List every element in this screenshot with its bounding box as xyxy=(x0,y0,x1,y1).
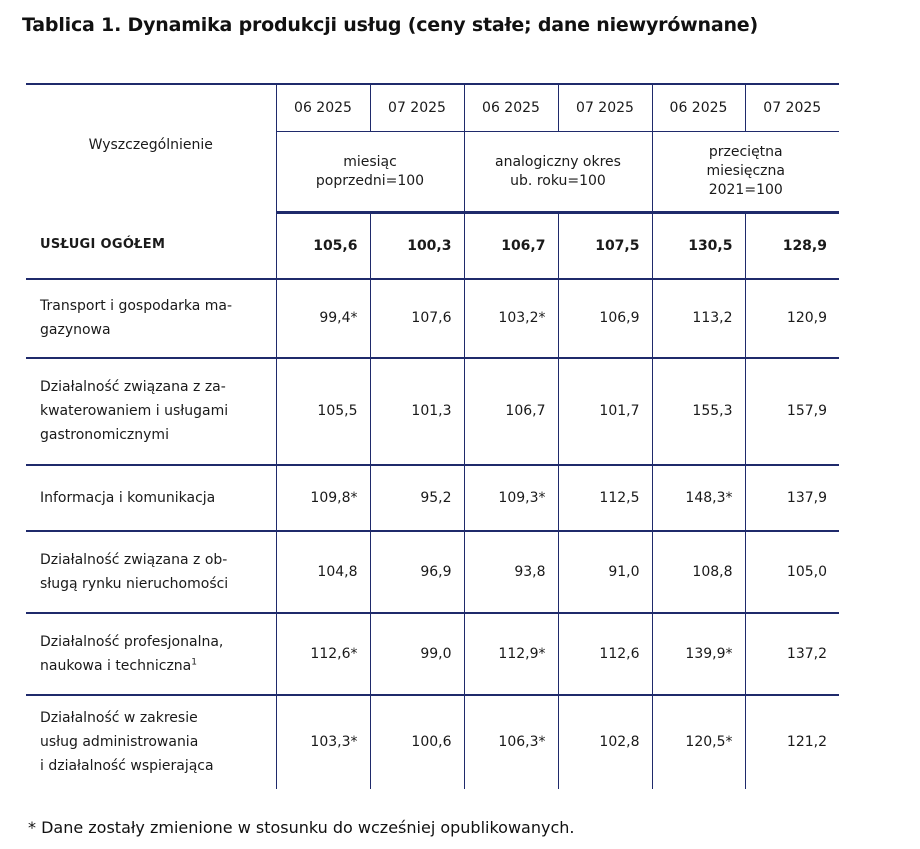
value-cell: 112,6 xyxy=(558,613,652,695)
row-label-line: Działalność w zakresie xyxy=(40,710,198,726)
row-label xyxy=(26,613,276,695)
row-label-line: Transport i gospodarka ma- xyxy=(40,298,233,314)
row-label xyxy=(26,465,276,531)
value-cell: 128,9 xyxy=(745,213,839,279)
base-header-line: miesięczna xyxy=(706,163,785,179)
value-cell: 139,9* xyxy=(652,613,745,695)
value-cell: 103,3* xyxy=(276,695,370,789)
value-cell: 148,3* xyxy=(652,465,745,531)
value-cell: 95,2 xyxy=(370,465,464,531)
row-label-line: Działalność związana z za- xyxy=(40,379,226,395)
row-label-line: gazynowa xyxy=(40,322,111,338)
value-cell: 137,9 xyxy=(745,465,839,531)
value-cell: 107,5 xyxy=(558,213,652,279)
base-header-line: 2021=100 xyxy=(708,182,783,198)
row-label-line: Działalność związana z ob- xyxy=(40,551,228,568)
table-row xyxy=(26,213,839,279)
value-cell: 157,9 xyxy=(745,358,839,465)
table-row xyxy=(26,279,839,358)
value-cell: 93,8 xyxy=(464,531,558,613)
base-header-line: przeciętna xyxy=(708,144,783,160)
value-cell: 104,8 xyxy=(276,531,370,613)
table-row xyxy=(26,613,839,695)
base-header-line: miesiąc xyxy=(343,153,397,170)
value-cell: 109,3* xyxy=(464,465,558,531)
row-label-line: kwaterowaniem i usługami xyxy=(40,403,229,419)
base-header-line: poprzedni=100 xyxy=(315,172,425,189)
value-cell: 109,8* xyxy=(276,465,370,531)
value-cell: 106,7 xyxy=(464,358,558,465)
row-label-line: gastronomicznymi xyxy=(40,427,169,443)
period-header: 06 2025 xyxy=(652,84,745,132)
table-body xyxy=(26,213,839,789)
row-label-line: usług administrowania xyxy=(40,734,199,750)
value-cell: 96,9 xyxy=(370,531,464,613)
value-cell: 113,2 xyxy=(652,279,745,358)
value-cell: 112,6* xyxy=(276,613,370,695)
value-cell: 155,3 xyxy=(652,358,745,465)
value-cell: 112,9* xyxy=(464,613,558,695)
value-cell: 91,0 xyxy=(558,531,652,613)
table-row xyxy=(26,531,839,613)
period-header: 07 2025 xyxy=(745,84,839,132)
row-label-line: naukowa i techniczna xyxy=(40,657,192,674)
row-label-line: USŁUGI OGÓŁEM xyxy=(40,237,166,252)
value-cell: 108,8 xyxy=(652,531,745,613)
value-cell: 102,8 xyxy=(558,695,652,789)
row-label xyxy=(26,531,276,613)
footnote-mark: 1 xyxy=(191,656,197,667)
row-label-line: Działalność profesjonalna, xyxy=(40,633,224,650)
table-header xyxy=(26,84,839,213)
period-header: 06 2025 xyxy=(276,84,370,132)
row-label xyxy=(26,279,276,358)
table-row xyxy=(26,465,839,531)
table-title: Tablica 1. Dynamika produkcji usług (ceny stałe; dane niewyrównane) xyxy=(22,14,758,36)
value-cell: 106,7 xyxy=(464,213,558,279)
value-cell: 137,2 xyxy=(745,613,839,695)
services-production-table xyxy=(26,83,839,789)
value-cell: 120,9 xyxy=(745,279,839,358)
period-header: 06 2025 xyxy=(464,84,558,132)
row-label xyxy=(26,358,276,465)
value-cell: 105,0 xyxy=(745,531,839,613)
value-cell: 101,3 xyxy=(370,358,464,465)
period-header: 07 2025 xyxy=(370,84,464,132)
row-label xyxy=(26,213,276,279)
value-cell: 130,5 xyxy=(652,213,745,279)
period-header: 07 2025 xyxy=(558,84,652,132)
value-cell: 120,5* xyxy=(652,695,745,789)
row-label xyxy=(26,695,276,789)
value-cell: 107,6 xyxy=(370,279,464,358)
row-label-line: i działalność wspierająca xyxy=(40,758,214,774)
value-cell: 105,5 xyxy=(276,358,370,465)
table-row xyxy=(26,358,839,465)
table-row xyxy=(26,695,839,789)
value-cell: 99,4* xyxy=(276,279,370,358)
value-cell: 105,6 xyxy=(276,213,370,279)
value-cell: 121,2 xyxy=(745,695,839,789)
value-cell: 103,2* xyxy=(464,279,558,358)
footnote: * Dane zostały zmienione w stosunku do wcześniej opublikowanych. xyxy=(28,818,575,837)
base-header-line: analogiczny okres xyxy=(495,153,621,170)
base-header-line: ub. roku=100 xyxy=(510,172,606,189)
value-cell: 106,3* xyxy=(464,695,558,789)
value-cell: 99,0 xyxy=(370,613,464,695)
value-cell: 106,9 xyxy=(558,279,652,358)
row-label-line: Informacja i komunikacja xyxy=(40,489,216,506)
row-label-line: sługą rynku nieruchomości xyxy=(40,575,229,592)
value-cell: 100,3 xyxy=(370,213,464,279)
value-cell: 100,6 xyxy=(370,695,464,789)
base-header-same-period-last-year xyxy=(464,132,652,213)
value-cell: 101,7 xyxy=(558,358,652,465)
base-header-previous-month xyxy=(276,132,464,213)
description-column-header: Wyszczególnienie xyxy=(26,84,276,213)
base-header-monthly-average-2021 xyxy=(652,132,839,213)
value-cell: 112,5 xyxy=(558,465,652,531)
